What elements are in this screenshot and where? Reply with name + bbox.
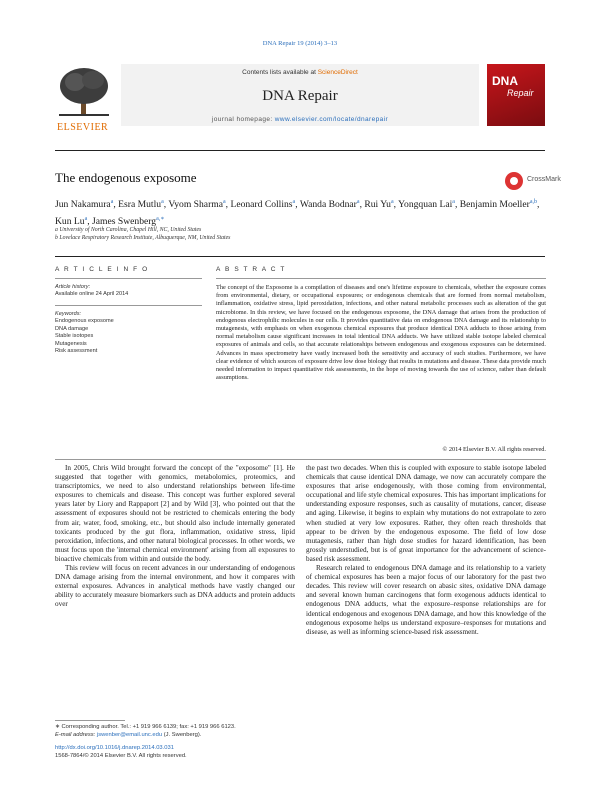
history-rule: [55, 305, 202, 306]
keyword: DNA damage: [55, 325, 89, 332]
cover-word-repair: Repair: [507, 88, 534, 98]
author[interactable]: Leonard Collins$^a$,: [230, 199, 300, 211]
contents-line: [121, 69, 479, 76]
affiliation-b: b Lovelace Respiratory Research Institute, Albuquerque, NM, United States: [55, 235, 231, 241]
header-divider: [55, 150, 545, 151]
journal-title: DNA Repair: [262, 88, 338, 104]
body-paragraph: Research related to endogenous DNA damage and its relationship to a variety of chemical exposures has been a major focus of our laboratory for the past two decades. This review will cover research on abasic sites, oxidative DNA damage and several known human carcinogens that form exogenous adducts identical to endogenous DNA adducts, what the exposure–response relationships are for identical endogenous and exogenous DNA damage, and how this knowledge of the endogenous exposome helps us understand exposure–responses for mutations and disease, as well as informing science-based risk assessment.: [306, 564, 546, 636]
article-title: The endogenous exposome: [55, 170, 197, 185]
keyword: Stable isotopes: [55, 333, 94, 340]
corresponding-author-note: ∗ Corresponding author. Tel.: +1 919 966 6139; fax: +1 919 966 6123.: [55, 724, 236, 730]
email-line: [55, 732, 201, 738]
issn-line: 1568-7864/© 2014 Elsevier B.V. All rights reserved.: [55, 753, 187, 759]
author[interactable]: Rui Yu$^a$,: [364, 199, 399, 211]
abstract-copyright: © 2014 Elsevier B.V. All rights reserved.: [442, 446, 546, 453]
affiliation-a: a University of North Carolina, Chapel Hill, NC, United States: [55, 227, 202, 233]
abstract-rule: [216, 278, 546, 279]
keyword: Endogenous exposome: [55, 318, 114, 325]
email-label: E-mail address:: [55, 732, 96, 738]
author[interactable]: Vyom Sharma$^a$,: [168, 199, 231, 211]
crossmark-badge[interactable]: [505, 172, 565, 192]
article-info-rule: [55, 278, 202, 279]
journal-homepage-line: [121, 116, 479, 123]
author-list: [55, 195, 545, 229]
journal-cover-thumbnail: [487, 64, 545, 126]
affiliation-divider: [55, 256, 545, 257]
author[interactable]: Wanda Bodnar$^a$,: [299, 199, 365, 211]
doi-link[interactable]: http://dx.doi.org/10.1016/j.dnarep.2014.03.031: [55, 745, 174, 751]
crossmark-icon: [505, 172, 523, 190]
journal-info-band: [121, 64, 479, 126]
homepage-prefix: journal homepage:: [211, 116, 273, 123]
keywords-block: [55, 311, 202, 355]
author[interactable]: James Swenberg$^{a,∗}$: [92, 216, 165, 228]
body-paragraph: This review will focus on recent advances in our understanding of endogenous DNA damage arising from the internal environment, and how it compares with external exposures. Advances in analytical methods have vastly changed our ability to accurately measure biomarkers such as DNA adducts and protein adducts over: [55, 564, 295, 609]
publisher-logo-text: ELSEVIER: [57, 122, 109, 133]
email-suffix: (J. Swenberg).: [163, 732, 202, 738]
email-link[interactable]: jswenber@email.unc.edu: [96, 732, 163, 738]
body-column-left: [55, 464, 295, 610]
crossmark-label: CrossMark: [527, 176, 561, 183]
body-paragraph: the past two decades. When this is coupled with exposure to stable isotope labeled chemicals that cause identical DNA damage, we now can accurately compare the exposures that arise endogenously, with those coming from environmental, occupational and life style chemical exposures. This has important implications for understanding exposure responses, such as causality of mutations, cancer, disease and aging. Likewise, it begins to explain why mutations do not extrapolate to zero when studied at very low exposures. Rather, they often reach thresholds that appear to be driven by the endogenous exposome. The field of low dose mutagenesis, rather than high dose studies for hazard identification, has been grossly understudied, but is of great importance for the advancement of science-based risk assessment.: [306, 464, 546, 563]
journal-citation-link[interactable]: DNA Repair 19 (2014) 3–13: [262, 40, 338, 47]
cover-word-dna: DNA: [492, 74, 518, 88]
footnote-rule: [55, 720, 125, 721]
author[interactable]: Esra Mutlu$^a$,: [118, 199, 169, 211]
homepage-url-link[interactable]: www.elsevier.com/locate/dnarepair: [274, 116, 389, 123]
keywords-label: Keywords:: [55, 311, 82, 317]
sciencedirect-link[interactable]: ScienceDirect: [317, 69, 358, 76]
abstract-bottom-rule: [55, 459, 546, 460]
body-column-right: [306, 464, 546, 637]
author[interactable]: Yongquan Lai$^a$,: [398, 199, 460, 211]
author[interactable]: Jun Nakamura$^a$,: [55, 199, 119, 211]
author[interactable]: Kun Lu$^a$,: [55, 216, 93, 228]
history-value: Available online 24 April 2014: [55, 291, 129, 298]
abstract-heading: A B S T R A C T: [216, 266, 286, 273]
keyword: Mutagenesis: [55, 340, 87, 347]
elsevier-tree-logo: [55, 64, 113, 133]
article-history: [55, 284, 202, 299]
keyword: Risk assessment: [55, 348, 98, 355]
abstract-text: The concept of the Exposome is a compilation of diseases and one's lifetime exposure to chemicals, whether the exposure comes from environmental, dietary, or occupational exposures; or endogenous chemicals that are formed from normal metabolism, inflammation, oxidative stress, lipid peroxidation, infections, and other natural metabolic processes such as alteration of the gut microbiome. In this review, we have focused on the endogenous exposome, the DNA damage that arises from the production of endogenous electrophilic molecules in our cells. It provides quantitative data on endogenous DNA damage and its relationship to mutagenesis, with emphasis on when exogenous chemical exposures that produce identical DNA adducts to those arising from normal metabolism cause significant increases in total identical DNA adducts. We have utilized stable isotope labeled chemical exposures of animals and cells, so that accurate relationships between endogenous and exogenous exposures can be determined. Advances in mass spectrometry have vastly increased both the sensitivity and accuracy of such studies. Furthermore, we have clear evidence of which sources of exposure drive low dose biology that results in mutations and disease. These data provide much needed information to impact quantitative risk assessments, in the hope of moving towards the use of science, rather than default assumptions.: [216, 284, 546, 382]
journal-header: [55, 64, 545, 134]
history-label: Article history:: [55, 284, 91, 290]
article-info-heading: A R T I C L E I N F O: [55, 266, 149, 273]
contents-prefix: Contents lists available at: [242, 69, 316, 76]
body-paragraph: In 2005, Chris Wild brought forward the concept of the "exposome" [1]. He suggested that together with genomics, metabolomics, proteomics, and transcriptomics, we need to also understand relationships between life-time exposures to chemicals and disease. This concept was further explored several years later by Liory and Rappaport [2] and by Wild [3], who pointed out that the assessment of exposures should not be restricted to chemicals entering the body from air, water, food, smoking, etc., but should also include internally generated toxicants produced by the gut flora, inflammation, oxidative stress, lipid peroxidation, infections, and other natural biological processes. In other words, we must focus upon the 'internal chemical environment' arising from all exposures to bioactive chemicals from within and outside the body.: [55, 464, 295, 563]
author[interactable]: Benjamin Moeller$^{a,b}$,: [459, 199, 540, 211]
